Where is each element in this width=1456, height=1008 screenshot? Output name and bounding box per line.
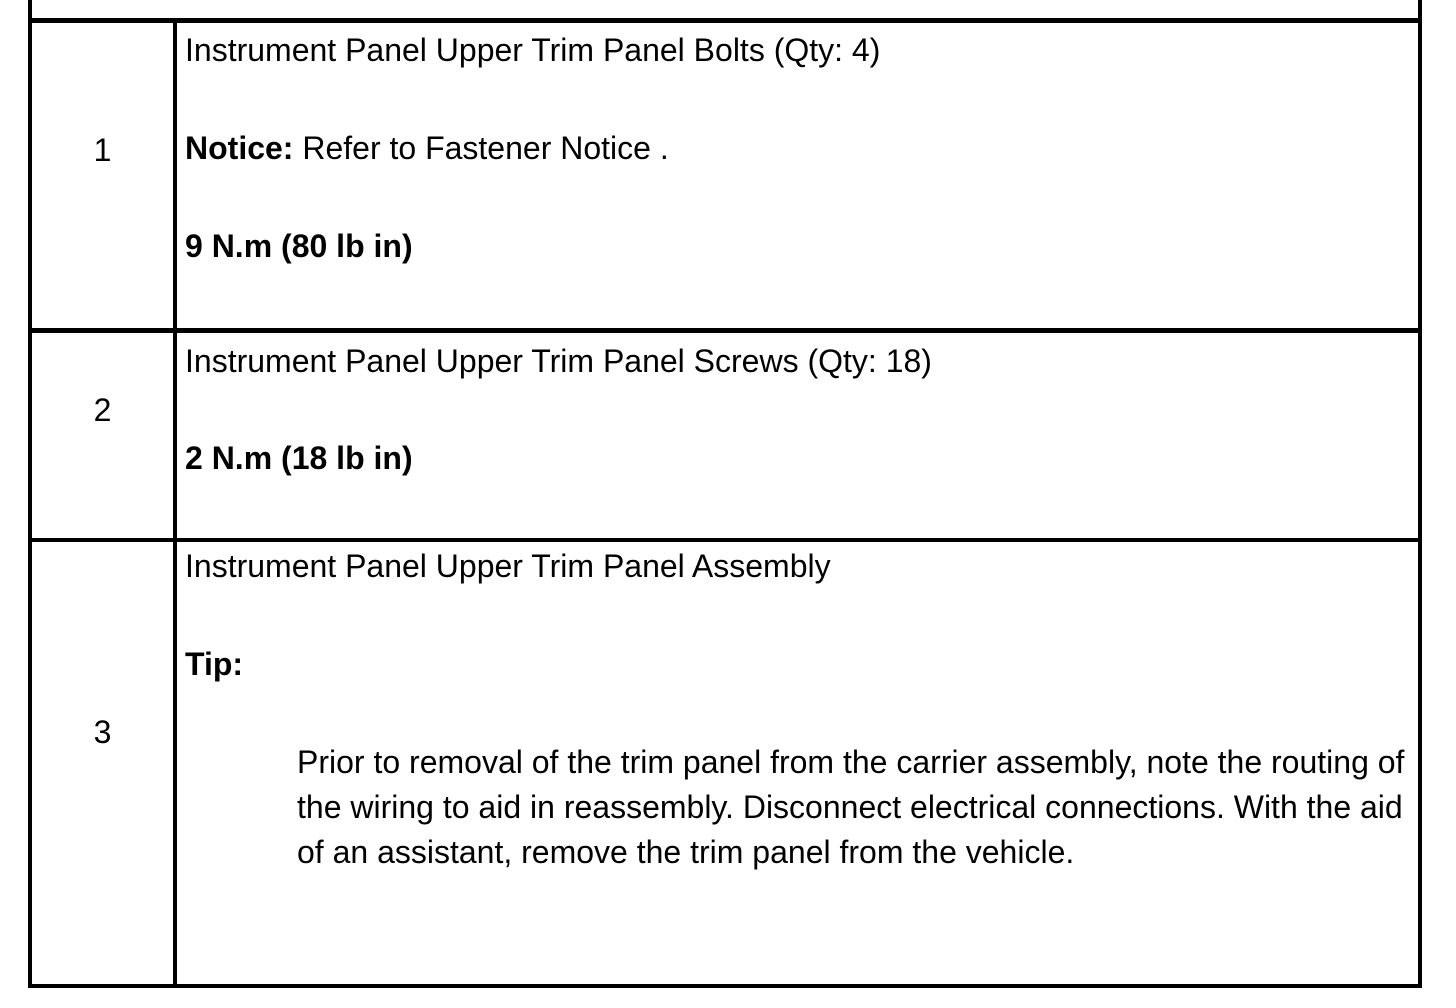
tip-text: Prior to removal of the trim panel from the carrier assembly, note the routing of the wiring to aid in reassembly. Disconnect electrical connections. With the aid of an assistant, remove the trim panel from the vehicle. <box>297 744 1405 870</box>
table-row <box>32 333 1418 538</box>
row-number: 2 <box>93 392 112 428</box>
notice-line <box>185 130 669 166</box>
row-description <box>185 333 1410 538</box>
component-table <box>28 0 1422 988</box>
torque-spec: 2 N.m (18 lb in) <box>185 440 413 476</box>
row-number: 3 <box>93 714 112 750</box>
notice-label: Notice: <box>185 130 294 166</box>
torque-spec: 9 N.m (80 lb in) <box>185 228 413 264</box>
row-description <box>185 23 1410 328</box>
component-title: Instrument Panel Upper Trim Panel Assembly <box>185 548 831 584</box>
component-title: Instrument Panel Upper Trim Panel Screws (Qty: 18) <box>185 343 932 379</box>
tip-label: Tip: <box>185 646 244 682</box>
component-title: Instrument Panel Upper Trim Panel Bolts (Qty: 4) <box>185 32 881 68</box>
row-description <box>185 542 1410 984</box>
notice-text: Refer to Fastener Notice . <box>293 130 669 166</box>
row-number: 1 <box>93 132 112 168</box>
table-row <box>32 23 1418 328</box>
table-row <box>32 542 1418 984</box>
